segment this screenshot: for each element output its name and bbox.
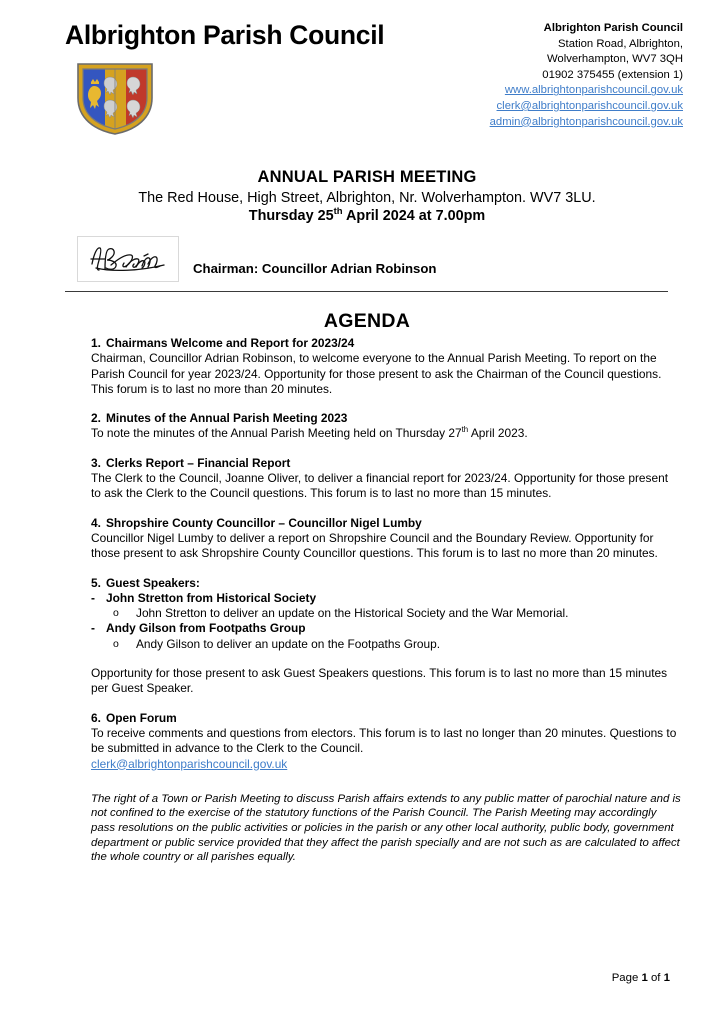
agenda-item-6-body: To receive comments and questions from electors. This forum is to last no longer than 20 minutes. Questions to be submitted in advance to the Clerk to the Council. [91,725,677,756]
agenda-item-3-body: The Clerk to the Council, Joanne Oliver, to deliver a financial report for 2023/24. Opportunity for those present to ask the Clerk to the Council questions. This forum is to last no more than 15 minutes. [91,471,669,501]
agenda-item-1 [91,336,681,397]
guest-speaker-1-detail: John Stretton to deliver an update on the Historical Society and the War Memorial. [136,606,569,621]
agenda-item-2-body-post: April 2023. [468,426,528,441]
agenda-item-5-title: Guest Speakers: [106,575,200,590]
agenda-item-5 [91,576,681,697]
meeting-day-ordinal: th [333,206,343,218]
page-mid: of [647,972,664,984]
meeting-datetime [64,208,670,224]
agenda-item-2-heading [91,411,681,426]
meeting-when-rest: April 2024 at 7.00pm [342,208,486,224]
organisation-title: Albrighton Parish Council [65,20,385,50]
agenda-item-6-heading [91,711,681,726]
agenda-item-3-heading [91,456,681,471]
agenda-body [91,336,681,865]
agenda-item-2-body [91,426,681,441]
agenda-item-5-heading [91,576,681,591]
agenda-item-2-number: 2. [91,411,101,426]
agenda-item-4-heading [91,516,681,531]
guest-speaker-2-name-row [91,621,681,636]
guest-speaker-1-detail-row [91,606,681,621]
admin-email-link[interactable]: admin@albrightonparishcouncil.gov.uk [489,115,683,128]
agenda-item-5-number: 5. [91,575,101,590]
agenda-item-4 [91,516,681,562]
agenda-item-5-closing: Opportunity for those present to ask Guest Speakers questions. This forum is to last no more than 15 minutes per Guest Speaker. [91,666,668,696]
clerk-email-link[interactable]: clerk@albrightonparishcouncil.gov.uk [496,99,683,112]
signature-row [77,236,677,282]
contact-address-line-1: Station Road, Albrighton, [558,37,683,50]
agenda-item-3-title: Clerks Report – Financial Report [106,455,291,470]
meeting-title-block [64,168,670,224]
open-forum-clerk-email-link[interactable]: clerk@albrightonparishcouncil.gov.uk [91,756,288,771]
legal-note: The right of a Town or Parish Meeting to discuss Parish affairs extends to any public matter of parochial nature and is not confined to the exercise of the statutory functions of the Parish Council. The Parish Meeting may accordingly pass resolutions on the public activities or policies in the parish or any other local authority, public body, government department or public service provided that they affect the parish specially and are not such as are calculated to affect the whole country or all parishes equally. [91,792,681,864]
coat-of-arms-icon [74,60,156,136]
page-prefix: Page [611,972,642,984]
contact-phone: 01902 375455 (extension 1) [542,68,683,81]
agenda-heading: AGENDA [323,310,411,332]
meeting-venue: The Red House, High Street, Albrighton, Nr. Wolverhampton. WV7 3LU. [138,190,596,206]
agenda-item-6-title: Open Forum [106,710,177,725]
contact-address-line-2: Wolverhampton, WV7 3QH [546,53,683,66]
agenda-item-2 [91,411,681,442]
agenda-item-6 [91,711,681,772]
contact-org-name: Albrighton Parish Council [543,22,683,34]
agenda-item-4-body: Councillor Nigel Lumby to deliver a report on Shropshire Council and the Boundary Review. Opportunity for those present to ask Shropshire County Councillor questions. This forum is to last no more than 20 minutes. [91,530,658,561]
agenda-item-6-number: 6. [91,710,101,725]
agenda-item-4-number: 4. [91,515,101,530]
agenda-item-2-title: Minutes of the Annual Parish Meeting 2023 [106,411,348,426]
guest-speaker-2-name: Andy Gilson from Footpaths Group [106,621,306,636]
chairman-name-label: Chairman: Councillor Adrian Robinson [193,261,437,276]
meeting-title: ANNUAL PARISH MEETING [257,168,477,186]
agenda-item-2-body-ordinal: th [461,425,469,435]
page-footer [64,972,670,984]
agenda-item-3 [91,456,681,502]
agenda-item-4-title: Shropshire County Councillor – Councillor Nigel Lumby [106,515,422,530]
page-current: 1 [641,972,648,984]
meeting-day: Thursday 25 [248,208,334,224]
circle-bullet-icon: o [113,607,119,620]
dash-bullet-icon: - [91,621,95,636]
guest-speaker-2-detail-row [91,637,681,652]
contact-details [383,21,683,130]
document-header [0,0,728,150]
agenda-item-1-number: 1. [91,336,101,350]
chairman-signature-image [77,236,179,282]
page-total: 1 [663,972,670,984]
dash-bullet-icon: - [91,590,95,605]
agenda-item-1-heading [91,336,681,351]
guest-speaker-1-name: John Stretton from Historical Society [106,590,317,605]
guest-speaker-1-name-row [91,591,681,606]
agenda-item-3-number: 3. [91,455,101,470]
circle-bullet-icon: o [113,637,119,650]
guest-speaker-2-detail: Andy Gilson to deliver an update on the Footpaths Group. [136,636,441,651]
agenda-item-1-body: Chairman, Councillor Adrian Robinson, to welcome everyone to the Annual Parish Meeting. To report on the Parish Council for year 2023/24. Opportunity for those present to ask the Chairman of the Council questions. This forum is to last no more than 20 minutes. [91,351,662,396]
website-link[interactable]: www.albrightonparishcouncil.gov.uk [504,84,683,97]
agenda-item-2-body-pre: To note the minutes of the Annual Parish Meeting held on Thursday 27 [91,426,462,441]
horizontal-divider [65,291,668,292]
agenda-item-1-title: Chairmans Welcome and Report for 2023/24 [106,336,355,350]
